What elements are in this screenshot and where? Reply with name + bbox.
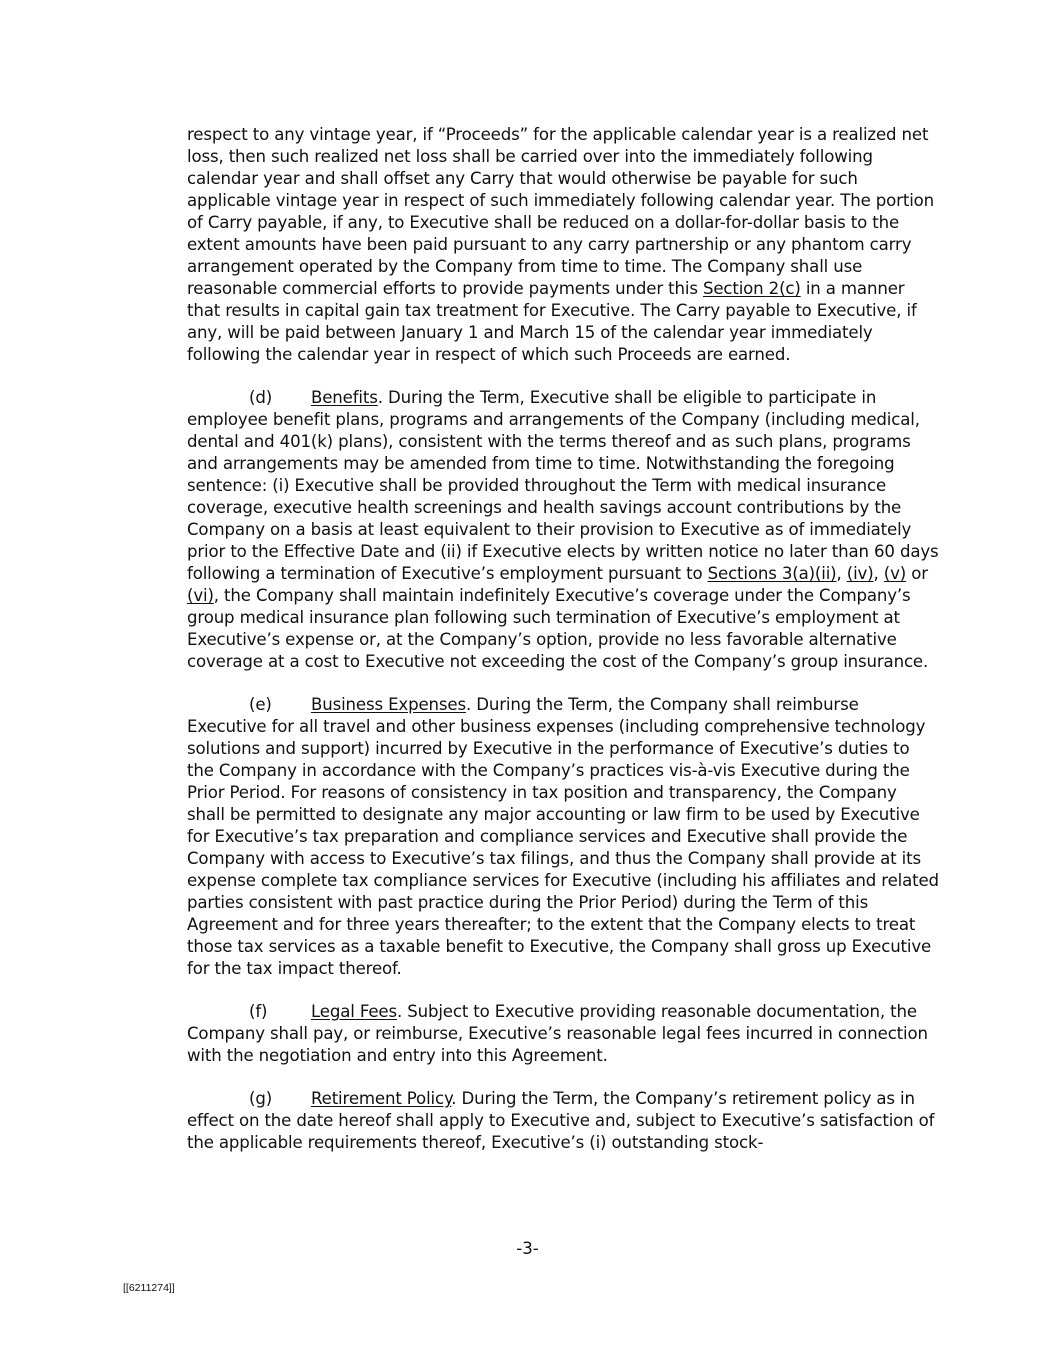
paragraph-d-benefits — [187, 387, 939, 673]
paragraph-e-business-expenses — [187, 694, 939, 980]
text: . During the Term, the Company shall reimburse Executive for all travel and other business expenses (including comprehensive technology solutions and support) incurred by Executive in the performance of Executive’s duties to the Company in accordance with the Company’s practices vis-à-vis Executive during the Prior Period. For reasons of consistency in tax position and transparency, the Company shall be permitted to designate any major accounting or law firm to be used by Executive for Executive’s tax preparation and compliance services and Executive shall provide the Company with access to Executive’s tax filings, and thus the Company shall provide at its expense complete tax compliance services for Executive (including his affiliates and related parties consistent with past practice during the Prior Period) during the Term of this Agreement and for three years thereafter; to the extent that the Company elects to treat those tax services as a taxable benefit to Executive, the Company shall gross up Executive for the tax impact thereof. — [187, 695, 939, 978]
text: . Subject to Executive providing reasonable documentation, the Company shall pay, or reimburse, Executive’s reasonable legal fees incurred in connection with the negotiation and entry into this Agreement. — [187, 1002, 928, 1065]
text: . During the Term, Executive shall be eligible to participate in employee benefit plans, programs and arrangements of the Company (including medical, dental and 401(k) plans), consistent with the terms thereof and as such plans, programs and arrangements may be amended from time to time. Notwithstanding the foregoing sentence: (i) Executive shall be provided throughout the Term with medical insurance coverage, executive health screenings and health savings account contributions by the Company on a basis at least equivalent to their provision to Executive as of immediately prior to the Effective Date and (ii) if Executive elects by written notice no later than 60 days following a termination of Executive’s employment pursuant to — [187, 388, 939, 583]
paragraph-c-continued — [187, 124, 939, 366]
document-id: [[6211274]] — [123, 1282, 175, 1294]
text: , the Company shall maintain indefinitely Executive’s coverage under the Company’s group medical insurance plan following such termination of Executive’s employment at Executive’s expense or, at the Company’s option, provide no less favorable alternative coverage at a cost to Executive not exceeding the cost of the Company’s group insurance. — [187, 586, 929, 671]
paragraph-label: (g) — [249, 1089, 273, 1108]
section-reference: Sections 3(a)(ii) — [707, 564, 837, 583]
separator: , — [836, 564, 847, 583]
separator: , — [873, 564, 884, 583]
separator: or — [906, 564, 928, 583]
section-reference: (iv) — [846, 564, 874, 583]
page-number: -3- — [516, 1239, 539, 1258]
paragraph-heading: Legal Fees — [311, 1002, 397, 1021]
section-reference: Section 2(c) — [702, 279, 801, 298]
text: in a manner that results in capital gain tax treatment for Executive. The Carry payable to Executive, if any, will be paid between January 1 and March 15 of the calendar year immediately following the calendar year in respect of which such Proceeds are earned. — [187, 279, 917, 364]
paragraph-f-legal-fees — [187, 1001, 939, 1067]
section-reference: (v) — [883, 564, 907, 583]
paragraph-label: (e) — [249, 695, 272, 714]
text: respect to any vintage year, if “Proceeds” for the applicable calendar year is a realized net loss, then such realized net loss shall be carried over into the immediately following calendar year and shall offset any Carry that would otherwise be payable for such applicable vintage year in respect of such immediately following calendar year. The portion of Carry payable, if any, to Executive shall be reduced on a dollar-for-dollar basis to the extent amounts have been paid pursuant to any carry partnership or any phantom carry arrangement operated by the Company from time to time. The Company shall use reasonable commercial efforts to provide payments under this — [187, 125, 935, 298]
paragraph-heading: Retirement Policy — [311, 1089, 452, 1108]
paragraph-g-retirement-policy — [187, 1088, 939, 1154]
paragraph-heading: Benefits — [311, 388, 378, 407]
text: . During the Term, the Company’s retirement policy as in effect on the date hereof shall apply to Executive and, subject to Executive’s satisfaction of the applicable requirements thereof, Executive’s (i) outstanding stock- — [187, 1089, 935, 1152]
paragraph-heading: Business Expenses — [311, 695, 466, 714]
section-reference: (vi) — [187, 586, 214, 605]
paragraph-label: (f) — [249, 1002, 268, 1021]
paragraph-label: (d) — [249, 388, 273, 407]
body-text — [187, 124, 939, 1175]
